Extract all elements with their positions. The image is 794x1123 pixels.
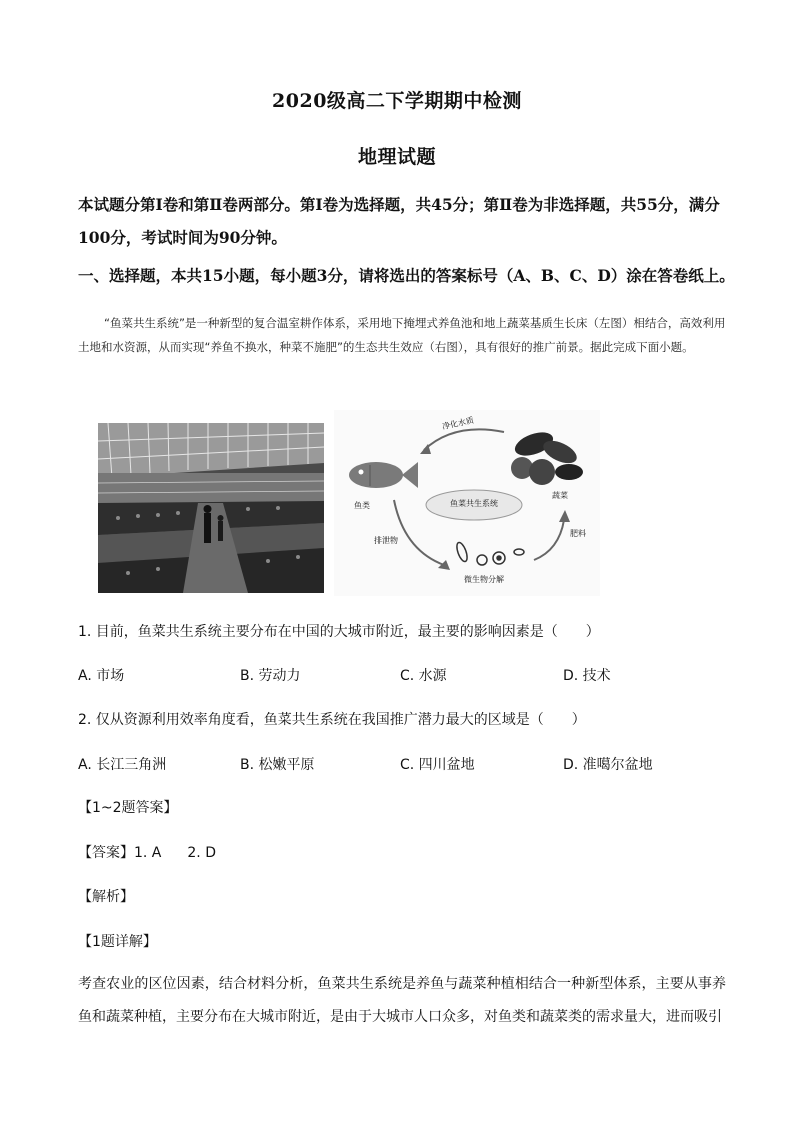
diagram-vegetable-label: 蔬菜	[552, 491, 568, 500]
detail-label: 【1题详解】	[78, 934, 157, 950]
fish-icon	[349, 462, 418, 488]
question-2: 2. 仅从资源利用效率角度看，鱼菜共生系统在我国推广潜力最大的区域是（ ）	[78, 712, 586, 728]
q1-option-d: D. 技术	[563, 668, 611, 684]
answer-1: 1. A	[134, 845, 162, 861]
diagram-microbe-label: 微生物分解	[464, 575, 504, 584]
q2-option-a: A. 长江三角洲	[78, 757, 167, 773]
q1-option-b: B. 劳动力	[240, 668, 301, 684]
q2-option-c: C. 四川盆地	[400, 757, 475, 773]
symbiosis-diagram	[334, 410, 600, 596]
subject-title: 地理试题	[357, 146, 436, 168]
exam-title: 2020级高二下学期期中检测	[272, 90, 522, 112]
answer-label: 【答案】	[78, 845, 134, 861]
q1-option-a: A. 市场	[78, 668, 125, 684]
answer-group-header: 【1~2题答案】	[78, 800, 178, 816]
q2-option-d: D. 准噶尔盆地	[563, 757, 653, 773]
q1-option-c: C. 水源	[400, 668, 447, 684]
diagram-fertilizer-label: 肥料	[570, 529, 586, 538]
reading-passage: “鱼菜共生系统”是一种新型的复合温室耕作体系，采用地下掩埋式养鱼池和地上蔬菜基质生长床（左图）相结合，高效利用土地和水资源，从而实现“养鱼不换水，种菜不施肥”的生态共生效应（右图），具有很好的推广前景。据此完成下面小题。	[78, 316, 726, 354]
diagram-fish-label: 鱼类	[354, 501, 370, 510]
diagram-purify-label: 净化水质	[441, 415, 475, 432]
diagram-excrement-label: 排泄物	[374, 536, 398, 545]
greenhouse-photo	[98, 423, 324, 593]
microbes-icon	[455, 541, 524, 565]
analysis-label: 【解析】	[78, 889, 134, 905]
vegetables-icon	[511, 428, 583, 485]
answer-line	[78, 842, 216, 862]
question-1: 1. 目前，鱼菜共生系统主要分布在中国的大城市附近，最主要的影响因素是（ ）	[78, 624, 600, 640]
section-heading: 一、选择题，本共15小题，每小题3分，请将选出的答案标号（A、B、C、D）涂在答卷纸上。	[78, 266, 735, 285]
detail-text: 考查农业的区位因素，结合材料分析，鱼菜共生系统是养鱼与蔬菜种植相结合一种新型体系，主要从事养鱼和蔬菜种植，主要分布在大城市附近，是由于大城市人口众多，对鱼类和蔬菜类的需求量大，进而吸引	[78, 976, 726, 1025]
q2-option-b: B. 松嫩平原	[240, 757, 315, 773]
exam-instructions: 本试题分第Ⅰ卷和第Ⅱ卷两部分。第Ⅰ卷为选择题，共45分；第Ⅱ卷为非选择题，共55分，满分100分，考试时间为90分钟。	[78, 195, 720, 247]
answer-2: 2. D	[187, 845, 216, 861]
diagram-center-label: 鱼菜共生系统	[450, 499, 498, 508]
